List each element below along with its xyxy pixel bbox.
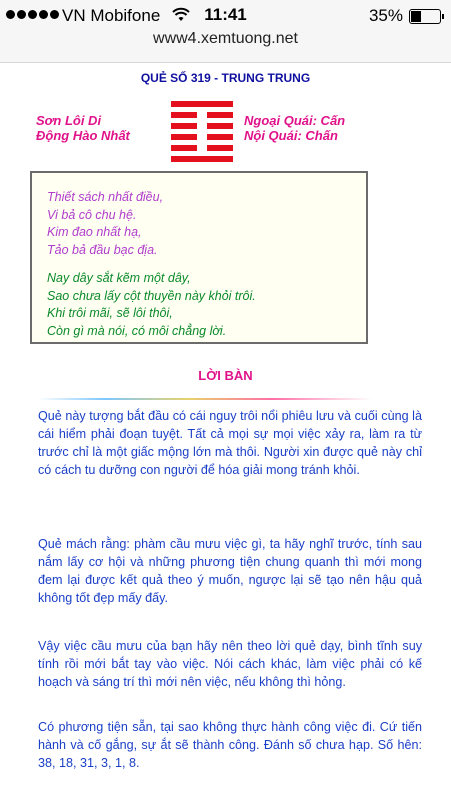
outer-trigram: Ngoại Quái: Cấn — [244, 113, 346, 128]
battery-icon — [409, 9, 441, 24]
poem-line: Sao chưa lấy cột thuyền này khỏi trôi. — [47, 288, 256, 303]
poem-line: Nay dây sắt kẽm một dây, — [47, 271, 191, 285]
hexagram-name-block — [36, 113, 130, 143]
poem-translation — [47, 270, 256, 340]
poem-line: Tảo bả đầu bạc địa. — [47, 242, 158, 257]
poem-line: Còn gì mà nói, có môi chẳng lời. — [47, 323, 227, 338]
hexagram-icon — [171, 101, 233, 163]
poem-box — [30, 171, 368, 344]
commentary-paragraph: Vậy việc cầu mưu của bạn hãy nên theo lời quẻ dạy, bình tĩnh suy tính rồi mới bắt tay vào việc. Nói cách khác, làm việc phải có kế hoạch và sáng trí thì mới nên việc, nếu không thì hỏng. — [38, 639, 422, 689]
carrier-name: VN Mobifone — [62, 6, 161, 25]
inner-trigram: Nội Quái: Chấn — [244, 128, 338, 143]
poem-original — [47, 189, 163, 259]
hexagram-line — [171, 156, 233, 162]
trigram-block — [244, 113, 345, 143]
poem-line: Thiết sách nhất điều, — [47, 190, 164, 204]
hexagram-line — [171, 112, 233, 118]
hexagram-line — [171, 123, 233, 129]
clock: 11:41 — [204, 5, 247, 24]
commentary-paragraph: Quẻ này tượng bắt đầu có cái nguy trôi nổi phiêu lưu và cuối cùng là cái hiểm phải đoạn tuyệt. Tất cả mọi sự mọi việc xảy ra, làm ra từ trước chỉ là một giấc mộng lớn mà thôi. Người xin được quẻ này chỉ có cách tu dưỡng con người để hóa giải mong tránh khỏi. — [38, 409, 422, 477]
commentary-paragraph: Quẻ mách rằng: phàm cầu mưu việc gì, ta hãy nghĩ trước, tính sau nắm lấy cơ hội và những phương tiện chung quanh thì mới mong đem lại được kết quả theo ý muốn, ngược lại sẽ tạo nên hậu quả không tốt đẹp mấy đấy. — [38, 537, 422, 605]
address-bar[interactable]: www4.xemtuong.net — [153, 30, 298, 47]
commentary-paragraph: Có phương tiện sẵn, tại sao không thực hành công việc đi. Cứ tiến hành và cố gắng, sự ắt sẽ thành công. Đánh số chưa hạp. Số hên: 38, 18, 31, 3, 1, 8. — [38, 720, 422, 770]
status-bar — [0, 0, 451, 63]
hexagram-line — [171, 101, 233, 107]
divider — [38, 398, 372, 400]
battery-percent: 35% — [368, 6, 403, 25]
hexagram-line — [171, 134, 233, 140]
poem-line: Kim đao nhất hạ, — [47, 225, 142, 239]
poem-line: Vi bả cô chu hệ. — [47, 207, 137, 222]
page-title: QUẺ SỐ 319 - TRUNG TRUNG — [140, 71, 311, 85]
section-heading: LỜI BÀN — [198, 368, 253, 383]
poem-line: Khi trôi mãi, sẽ lôi thôi, — [47, 306, 173, 320]
status-row — [0, 4, 451, 26]
moving-line: Động Hào Nhất — [36, 128, 130, 143]
hexagram-name: Sơn Lôi Di — [36, 113, 102, 128]
hexagram-line — [171, 145, 233, 151]
